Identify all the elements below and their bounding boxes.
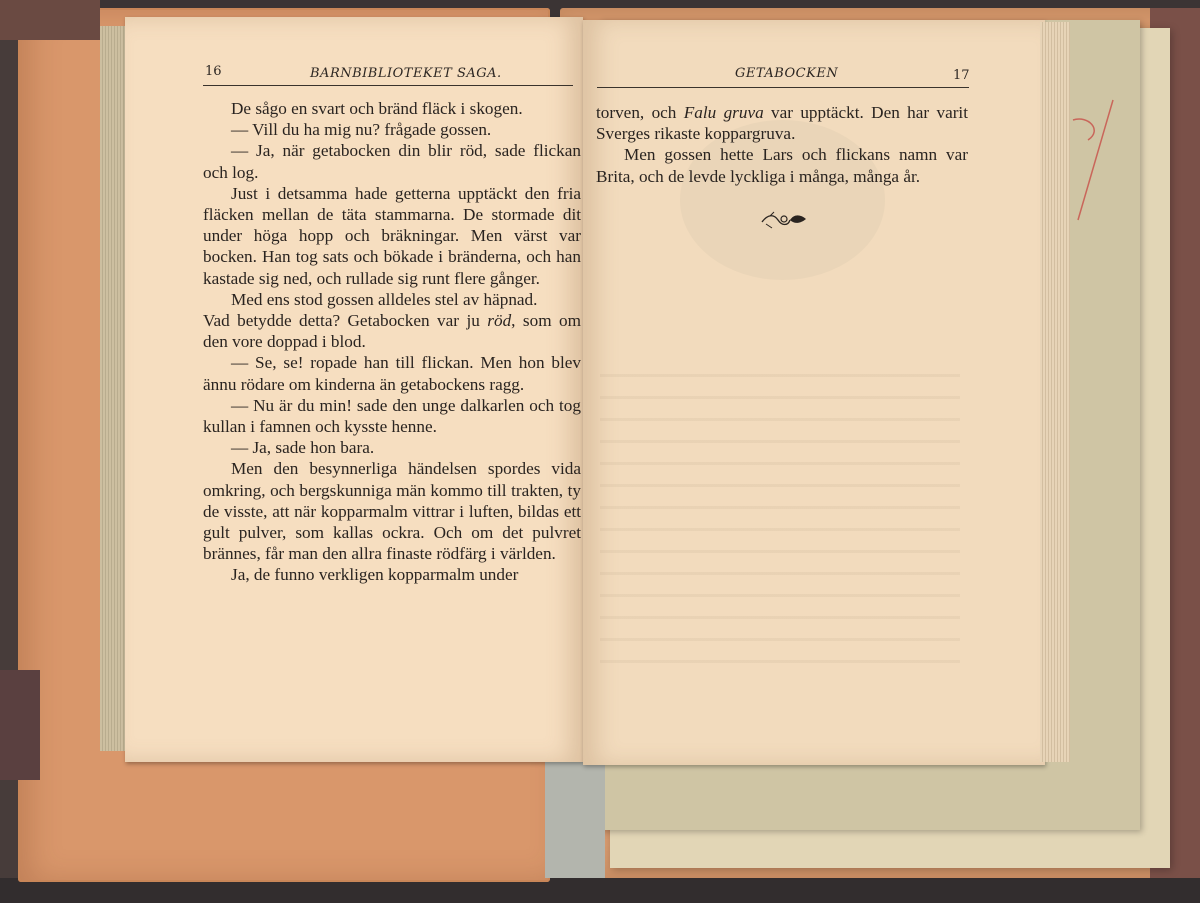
paragraph: Men gossen hette Lars och flickans namn var Brita, och de levde lyckliga i många, många år.: [596, 145, 968, 186]
paragraph: De sågo en svart och bränd fläck i skogen.: [231, 99, 523, 118]
paragraph: torven, och Falu gruva var upptäckt. Den har varit Sverges rikaste koppargruva.: [596, 103, 968, 144]
italic-name: Falu gruva: [683, 103, 764, 122]
paragraph: Just i detsamma hade getterna upptäckt den fria fläcken mellan de täta stammarna. De stormade dit under höga hopp och bräkningar. Men värst var bocken. Han tog sats och bökade i bränderna, och han kastade sig ned, och rullade sig runt flere gånger.: [203, 183, 581, 288]
show-through: [600, 360, 960, 670]
page-number-right: 17: [953, 68, 970, 83]
italic-word: röd: [487, 311, 512, 331]
text-block-right: [596, 102, 968, 187]
paragraph: — Se, se! ropade han till flickan. Men hon blev ännu rödare om kinderna än getabockens ragg.: [203, 353, 581, 394]
head-rule: [203, 85, 573, 86]
running-head-left: BARNBIBLIOTEKET SAGA.: [310, 66, 502, 81]
head-rule: [597, 87, 969, 88]
paragraph: — Ja, när getabocken din blir röd, sade flickan och log.: [203, 141, 581, 182]
paragraph: — Vill du ha mig nu? frågade gossen.: [231, 120, 492, 140]
paragraph: — Ja, sade hon bara.: [231, 438, 375, 458]
text-block-left: [203, 98, 581, 586]
paragraph: Med ens stod gossen alldeles stel av häpnad.: [231, 289, 538, 309]
cover-corner: [0, 670, 40, 780]
spine-cloth: [545, 760, 605, 878]
floral-vignette-icon: [760, 210, 808, 230]
page-edges: [1040, 22, 1070, 762]
paragraph: — Nu är du min! sade den unge dalkarlen och tog kullan i famnen och kysste henne.: [203, 395, 581, 437]
pencil-marks: [1068, 90, 1123, 230]
paragraph: Men den besynnerliga händelsen spordes vida omkring, och bergskunniga män kommo till trakten, ty de visste, att när kopparmalm vittrar i luften, bildas ett gult pulver, som kallas ockra. Och om det pulvret brännes, får man den allra finaste rödfärg i världen.: [203, 459, 581, 564]
running-head-right: GETABOCKEN: [735, 66, 839, 81]
paragraph: Vad betydde detta? Getabocken var ju röd, som om den vore doppad i blod.: [203, 311, 581, 352]
cover-corner: [0, 0, 100, 40]
paragraph: Ja, de funno verkligen kopparmalm under: [231, 565, 519, 585]
page-number-left: 16: [205, 64, 222, 79]
